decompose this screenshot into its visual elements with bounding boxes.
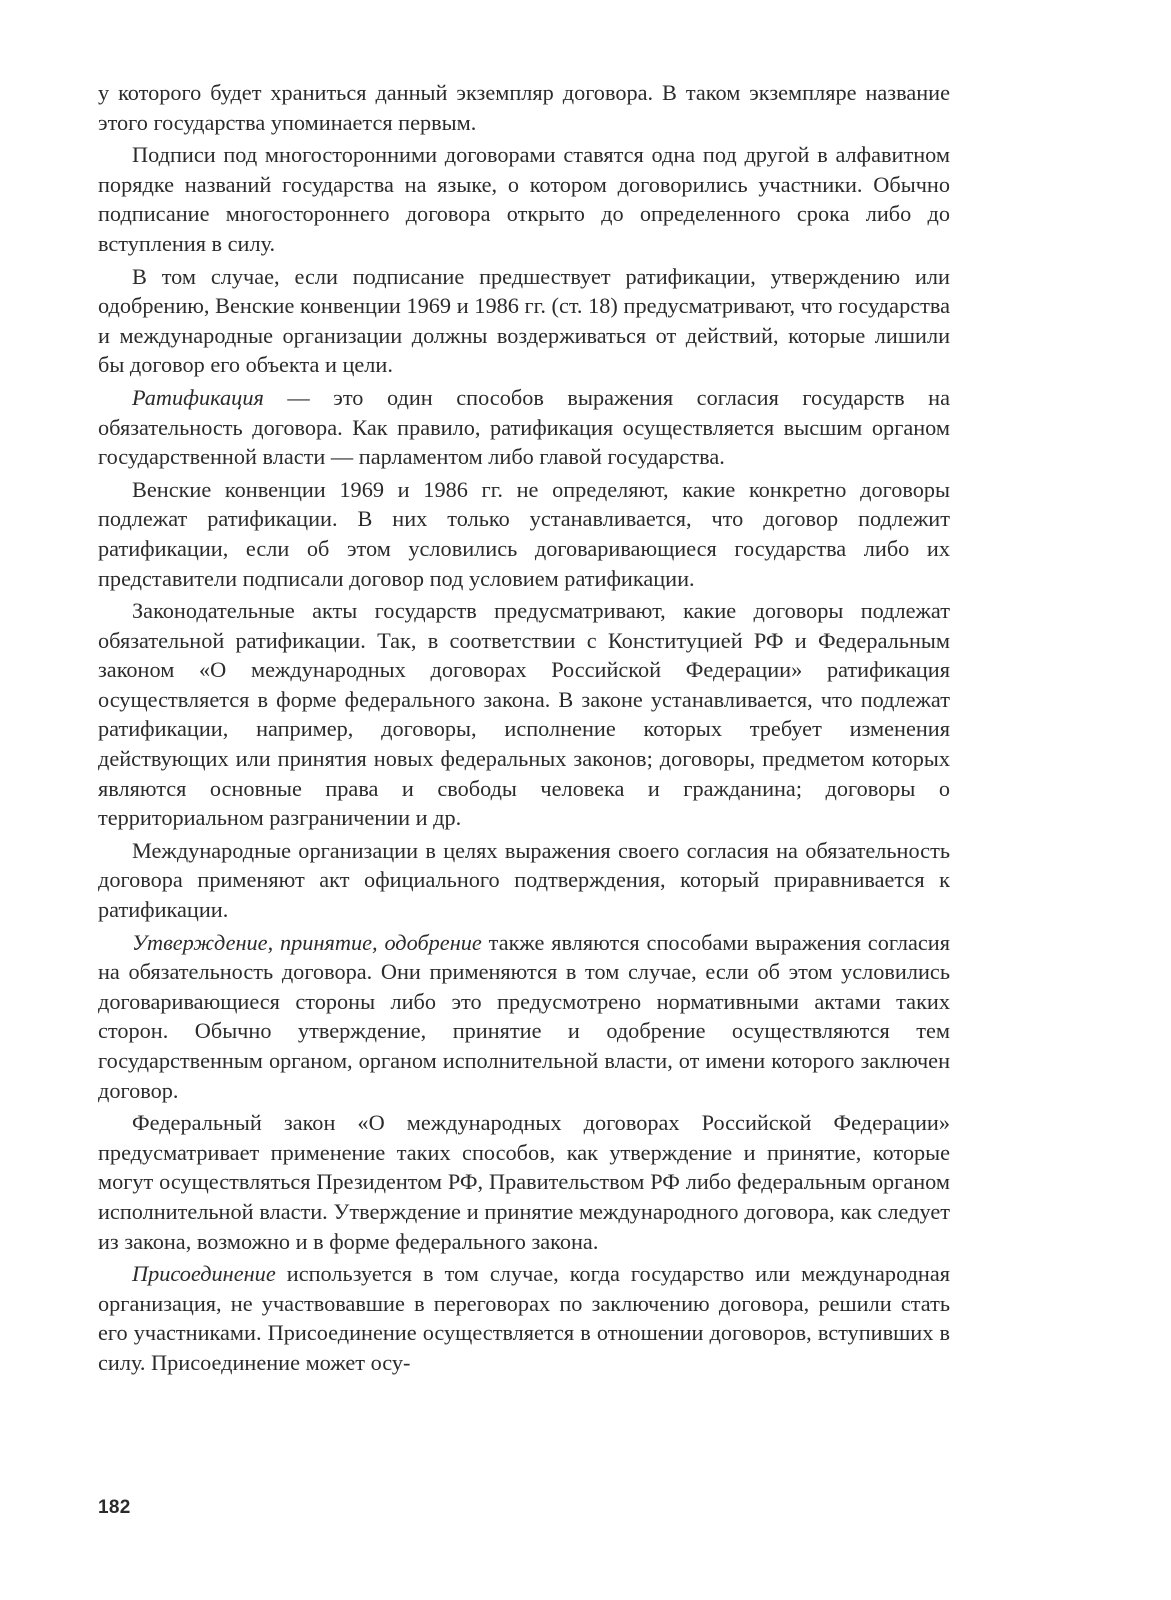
paragraph-text: также являются способами выражения согласия на обязательность договора. Они применяются в том случае, если об этом условились договаривающиеся стороны либо это предусмотрено нормативными актами таких сторон. Обычно утверждение, принятие и одобрение осуществляются тем государственным органом, органом исполнительной власти, от имени которого заключен договор. xyxy=(98,929,950,1103)
page-number: 182 xyxy=(98,1497,131,1518)
paragraph-text: используется в том случае, когда государство или международная организация, не участвовавшие в переговорах по заключению договора, решили стать его участниками. Присоединение осуществляется в отношении договоров, вступивших в силу. Присоединение может осу- xyxy=(98,1261,950,1375)
paragraph-text: Венские конвенции 1969 и 1986 гг. не определяют, какие конкретно договоры подлежат ратификации. В них только устанавливается, что договор подлежит ратификации, если об этом условились договаривающиеся государства либо их представители подписали договор под условием ратификации. xyxy=(98,476,950,591)
paragraph xyxy=(98,78,950,137)
paragraph xyxy=(98,1108,950,1256)
paragraph-text: Законодательные акты государств предусматривают, какие договоры подлежат обязательной ратификации. Так, в соответствии с Конституцией РФ и Федеральным законом «О международных договорах Российской Федерации» ратификация осуществляется в форме федерального закона. В законе устанавливается, что подлежат ратификации, например, договоры, исполнение которых требует изменения действующих или принятия новых федеральных законов; договоры, предметом которых являются основные права и свободы человека и гражданина; договоры о территориальном разграничении и др. xyxy=(98,598,950,831)
italic-term: Присоединение xyxy=(132,1261,276,1287)
paragraph-text: В том случае, если подписание предшествует ратификации, утверждению или одобрению, Венские конвенции 1969 и 1986 гг. (ст. 18) предусматривают, что государства и международные организации должны воздерживаться от действий, которые лишили бы договор его объекта и цели. xyxy=(98,263,950,378)
paragraph xyxy=(98,928,950,1106)
paragraph-text: Подписи под многосторонними договорами ставятся одна под другой в алфавитном порядке названий государства на языке, о котором договорились участники. Обычно подписание многостороннего договора открыто до определенного срока либо до вступления в силу. xyxy=(98,142,950,256)
paragraph-text: Федеральный закон «О международных договорах Российской Федерации» предусматривает применение таких способов, как утверждение и принятие, которые могут осуществляться Президентом РФ, Правительством РФ либо федеральным органом исполнительной власти. Утверждение и принятие международного договора, как следует из закона, возможно и в форме федерального закона. xyxy=(98,1110,950,1254)
paragraph-text: Международные организации в целях выражения своего согласия на обязательность договора применяют акт официального подтверждения, который приравнивается к ратификации. xyxy=(98,837,950,923)
paragraph xyxy=(98,140,950,258)
italic-term: Ратификация xyxy=(132,384,264,410)
paragraph-text: — это один способов выражения согласия государств на обязательность договора. Как правило, ратификация осуществляется высшим органом государственной власти — парламентом либо главой государства. xyxy=(98,384,950,470)
paragraph xyxy=(98,475,950,593)
italic-term: Утверждение, принятие, одобрение xyxy=(132,929,482,955)
paragraph xyxy=(98,1259,950,1377)
paragraph xyxy=(98,836,950,925)
paragraph xyxy=(98,262,950,380)
paragraph xyxy=(98,596,950,833)
paragraph xyxy=(98,383,950,472)
paragraph-text: у которого будет храниться данный экземпляр договора. В таком экземпляре название этого государства упоминается первым. xyxy=(98,80,950,135)
body-text xyxy=(98,78,950,1381)
